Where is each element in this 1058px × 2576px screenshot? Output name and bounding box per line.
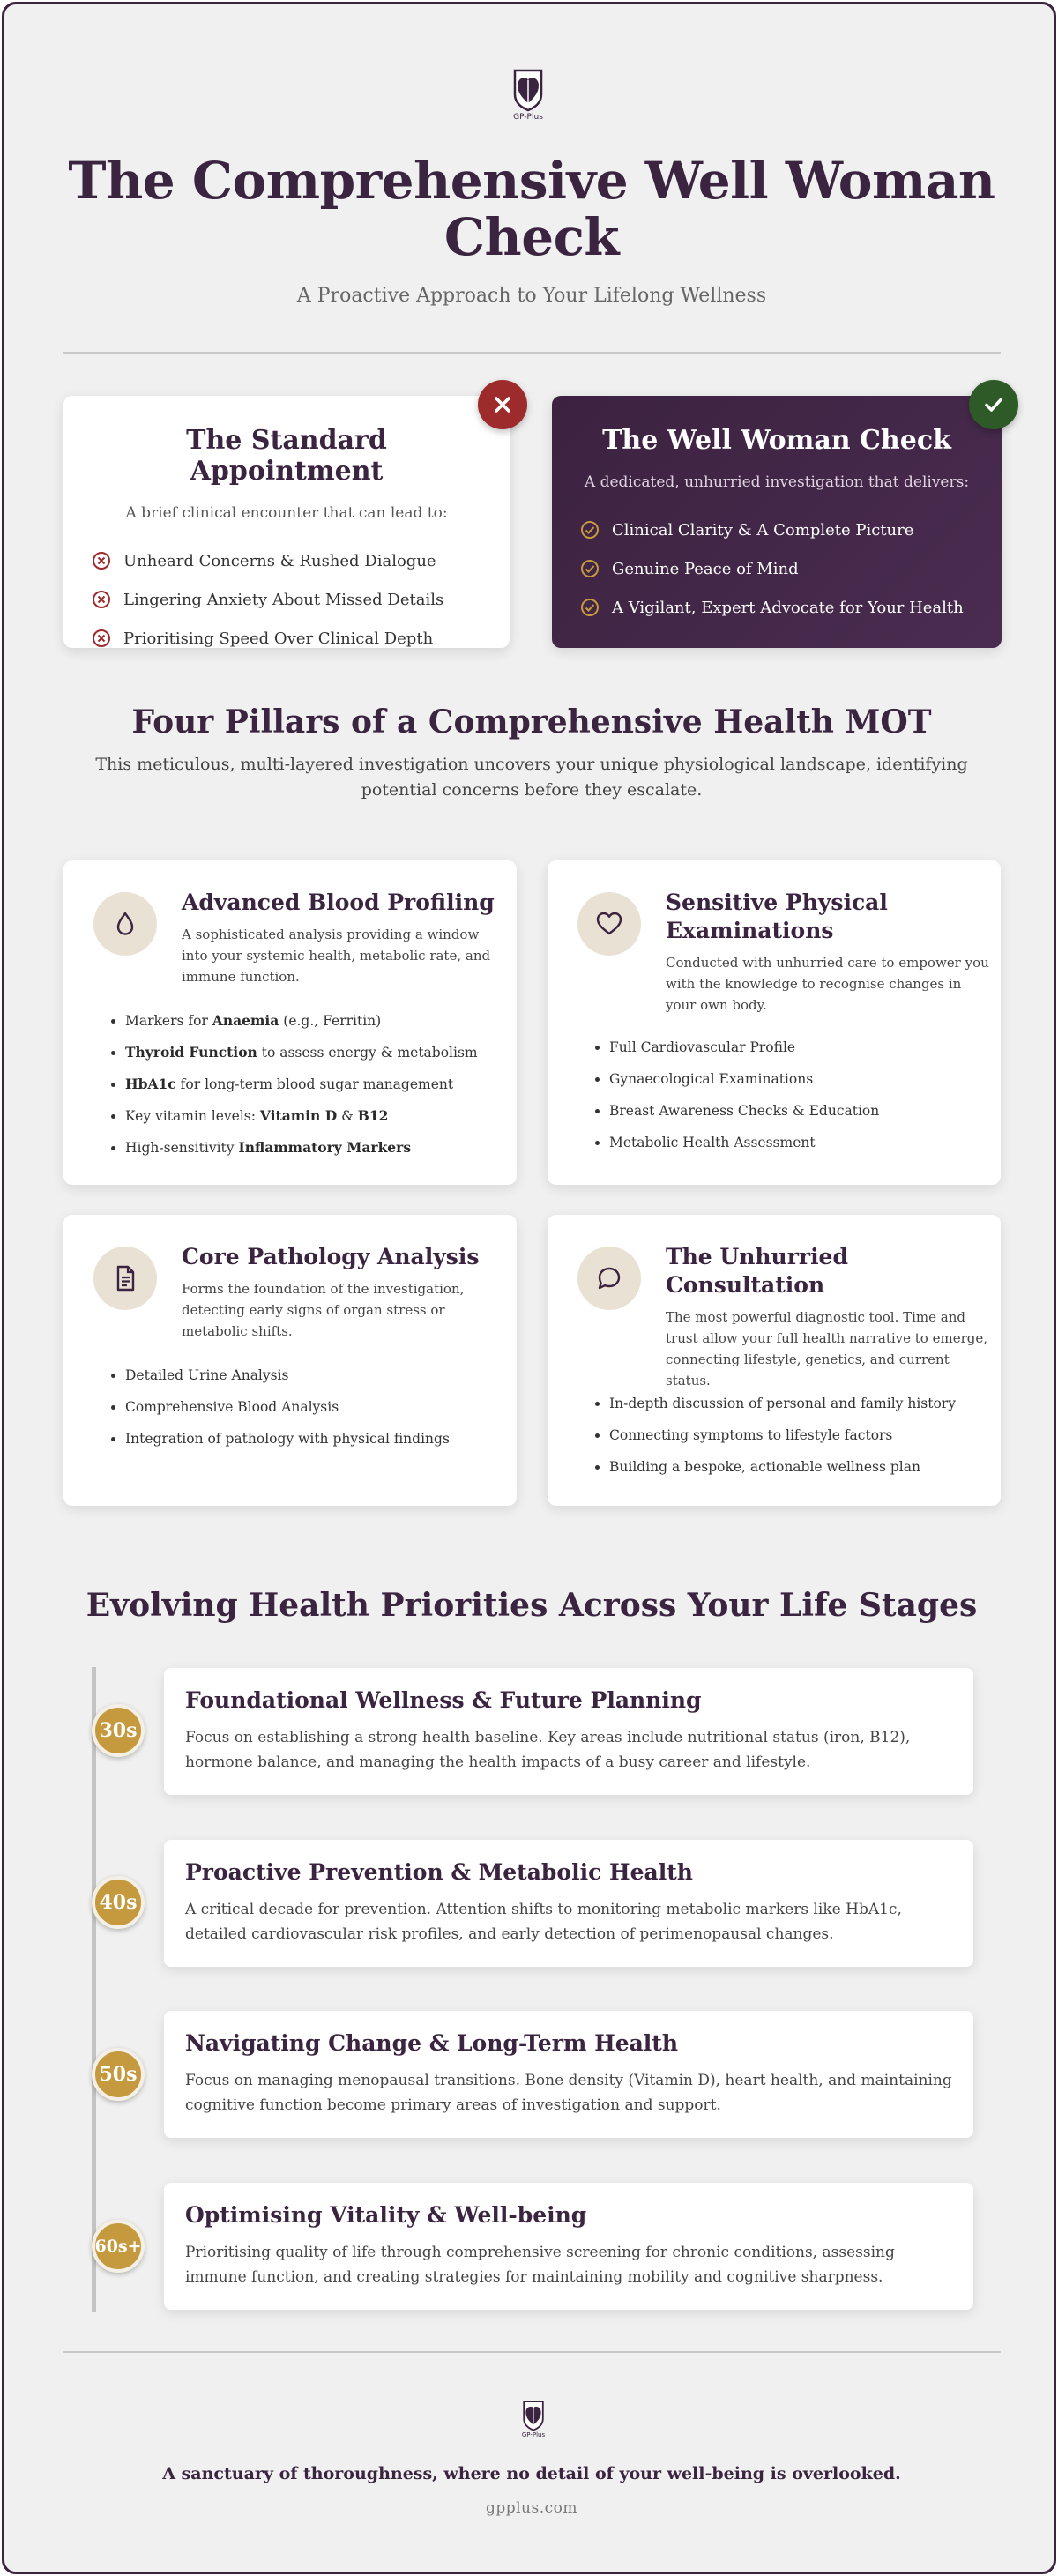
list-text: (e.g., Ferritin) bbox=[279, 1013, 382, 1029]
pillar-description: Conducted with unhurried care to empower you with the knowledge to recognise changes in your own body. bbox=[666, 955, 989, 1013]
list-item bbox=[580, 510, 975, 549]
drop-icon bbox=[110, 909, 140, 939]
check-circle-icon bbox=[580, 598, 600, 617]
pillar-list bbox=[609, 1031, 997, 1158]
list-text: to assess energy & metabolism bbox=[257, 1045, 478, 1061]
age-badge-40s: 40s bbox=[92, 1876, 145, 1929]
age-badge-50s: 50s bbox=[92, 2048, 145, 2101]
well-woman-check-card bbox=[552, 396, 1002, 648]
list-item: • Comprehensive Blood Analysis bbox=[125, 1391, 513, 1423]
heart-shield-icon bbox=[512, 68, 544, 112]
list-item: • Detailed Urine Analysis bbox=[125, 1359, 513, 1391]
pillar-title: Sensitive Physical Examinations bbox=[666, 890, 888, 943]
list-text-bold: B12 bbox=[357, 1107, 389, 1124]
pillar-card-unhurried-consultation bbox=[548, 1215, 1001, 1506]
x-badge bbox=[478, 380, 527, 429]
stage-title: Optimising Vitality & Well-being bbox=[185, 2202, 587, 2228]
standard-list bbox=[90, 541, 483, 658]
timeline-card-50s bbox=[164, 2011, 973, 2138]
list-item: • Integration of pathology with physical findings bbox=[125, 1423, 513, 1455]
heart-icon bbox=[593, 908, 625, 940]
pillar-description: A sophisticated analysis providing a window into your systemic health, metabolic rate, and immune function. bbox=[182, 927, 491, 985]
page-title: The Comprehensive Well Woman Check bbox=[68, 151, 995, 267]
list-item-label: Unheard Concerns & Rushed Dialogue bbox=[123, 551, 436, 570]
pillars-description: This meticulous, multi-layered investigation uncovers your unique physiological landscape, identifying potential concerns before they escalate. bbox=[95, 755, 968, 800]
stage-description: A critical decade for prevention. Attention shifts to monitoring metabolic markers like HbA1c, detailed cardiovascular risk profiles, and early detection of perimenopausal changes. bbox=[185, 1901, 902, 1943]
list-text: Markers for bbox=[125, 1013, 212, 1029]
document-icon bbox=[110, 1263, 140, 1293]
check-badge bbox=[969, 380, 1018, 429]
pillar-title: The Unhurried Consultation bbox=[666, 1244, 848, 1298]
x-circle-icon bbox=[92, 551, 111, 570]
check-icon bbox=[981, 392, 1006, 417]
list-item bbox=[125, 1037, 513, 1068]
stage-title: Foundational Wellness & Future Planning bbox=[185, 1687, 702, 1713]
pillar-description: The most powerful diagnostic tool. Time and trust allow your full health narrative to emerge, connecting lifestyle, genetics, and current status. bbox=[666, 1309, 987, 1389]
pillar-list bbox=[609, 1388, 997, 1483]
age-badge-30s: 30s bbox=[92, 1704, 145, 1757]
list-item bbox=[580, 588, 975, 627]
card-description: A dedicated, unhurried investigation that delivers: bbox=[584, 473, 970, 491]
chat-bubble-icon bbox=[594, 1263, 624, 1293]
check-circle-icon bbox=[580, 520, 600, 540]
list-item bbox=[92, 541, 483, 580]
pillar-icon bbox=[93, 1247, 157, 1310]
well-woman-list bbox=[578, 510, 975, 627]
list-item bbox=[125, 1132, 513, 1164]
list-text-bold: HbA1c bbox=[125, 1076, 176, 1092]
page-frame bbox=[2, 2, 1056, 2574]
divider bbox=[63, 352, 1001, 354]
list-text-bold: Vitamin D bbox=[259, 1107, 338, 1124]
standard-appointment-card bbox=[63, 396, 510, 648]
card-description: A brief clinical encounter that can lead to: bbox=[125, 504, 448, 522]
list-item-label: Clinical Clarity & A Complete Picture bbox=[612, 520, 914, 540]
list-text: & bbox=[337, 1108, 358, 1124]
card-title: The Well Woman Check bbox=[602, 425, 951, 456]
brand-logo bbox=[508, 68, 548, 130]
stage-title: Navigating Change & Long-Term Health bbox=[185, 2030, 679, 2056]
pillar-title: Advanced Blood Profiling bbox=[182, 890, 495, 915]
list-text-bold: Anaemia bbox=[212, 1012, 279, 1029]
list-item bbox=[125, 1005, 513, 1037]
x-icon bbox=[491, 393, 514, 416]
x-circle-icon bbox=[92, 590, 111, 609]
pillar-title: Core Pathology Analysis bbox=[182, 1244, 480, 1269]
list-item: • Gynaecological Examinations bbox=[609, 1063, 997, 1095]
x-circle-icon bbox=[92, 629, 111, 648]
pillars-title: Four Pillars of a Comprehensive Health MOT bbox=[131, 704, 932, 741]
pillar-description: Forms the foundation of the investigation, detecting early signs of organ stress or metabolic shifts. bbox=[182, 1281, 465, 1339]
stage-description: Focus on establishing a strong health baseline. Key areas include nutritional status (iron, B12), hormone balance, and managing the health impacts of a busy career and lifestyle. bbox=[185, 1729, 911, 1771]
list-item bbox=[580, 549, 975, 588]
stage-title: Proactive Prevention & Metabolic Health bbox=[185, 1859, 693, 1885]
pillar-icon bbox=[577, 1247, 641, 1310]
pillar-list bbox=[125, 1005, 513, 1164]
page-subtitle: A Proactive Approach to Your Lifelong Wellness bbox=[296, 285, 767, 307]
pillar-card-blood-profiling bbox=[63, 860, 517, 1185]
pillar-card-core-pathology bbox=[63, 1215, 517, 1506]
list-item bbox=[125, 1100, 513, 1132]
list-text: Key vitamin levels: bbox=[125, 1108, 260, 1124]
pillar-list bbox=[125, 1359, 513, 1455]
timeline-card-40s bbox=[164, 1840, 973, 1967]
timeline-card-60s bbox=[164, 2183, 973, 2310]
check-circle-icon bbox=[580, 559, 600, 578]
list-item: • In-depth discussion of personal and family history bbox=[609, 1388, 997, 1419]
pillar-icon bbox=[93, 892, 157, 956]
footer-logo bbox=[518, 2400, 548, 2444]
list-item bbox=[92, 619, 483, 658]
list-item: • Full Cardiovascular Profile bbox=[609, 1031, 997, 1063]
list-text-bold: Thyroid Function bbox=[125, 1044, 257, 1061]
list-item-label: Prioritising Speed Over Clinical Depth bbox=[123, 629, 434, 648]
list-text-bold: Inflammatory Markers bbox=[238, 1139, 412, 1156]
list-item: • Building a bespoke, actionable wellness plan bbox=[609, 1451, 997, 1483]
list-item-label: A Vigilant, Expert Advocate for Your Health bbox=[612, 598, 964, 617]
list-item bbox=[92, 580, 483, 619]
timeline-line bbox=[92, 1667, 96, 2312]
stage-description: Focus on managing menopausal transitions. Bone density (Vitamin D), heart health, and maintaining cognitive function become primary areas of investigation and support. bbox=[185, 2072, 952, 2114]
list-item: • Metabolic Health Assessment bbox=[609, 1127, 997, 1158]
list-item bbox=[125, 1068, 513, 1100]
stage-description: Prioritising quality of life through comprehensive screening for chronic conditions, assessing immune function, and creating strategies for maintaining mobility and cognitive sharpness. bbox=[185, 2244, 895, 2286]
card-title: The Standard Appointment bbox=[186, 425, 387, 487]
timeline-title: Evolving Health Priorities Across Your Life Stages bbox=[86, 1587, 978, 1624]
divider bbox=[63, 2351, 1001, 2353]
logo-text: GP-Plus bbox=[513, 113, 543, 122]
heart-shield-icon bbox=[522, 2400, 545, 2431]
list-text: High-sensitivity bbox=[125, 1140, 239, 1156]
list-item: • Breast Awareness Checks & Education bbox=[609, 1095, 997, 1127]
pillar-card-physical-examinations bbox=[548, 860, 1001, 1185]
list-item-label: Genuine Peace of Mind bbox=[612, 559, 799, 578]
footer-tagline: A sanctuary of thoroughness, where no detail of your well-being is overlooked. bbox=[162, 2464, 901, 2483]
timeline-card-30s bbox=[164, 1668, 973, 1795]
website-link[interactable]: gpplus.com bbox=[485, 2499, 578, 2517]
pillar-icon bbox=[577, 892, 641, 956]
logo-text: GP-Plus bbox=[521, 2431, 546, 2438]
list-item-label: Lingering Anxiety About Missed Details bbox=[123, 590, 444, 609]
list-item: • Connecting symptoms to lifestyle factors bbox=[609, 1419, 997, 1451]
list-text: for long-term blood sugar management bbox=[175, 1076, 454, 1092]
age-badge-60s: 60s+ bbox=[92, 2220, 145, 2273]
